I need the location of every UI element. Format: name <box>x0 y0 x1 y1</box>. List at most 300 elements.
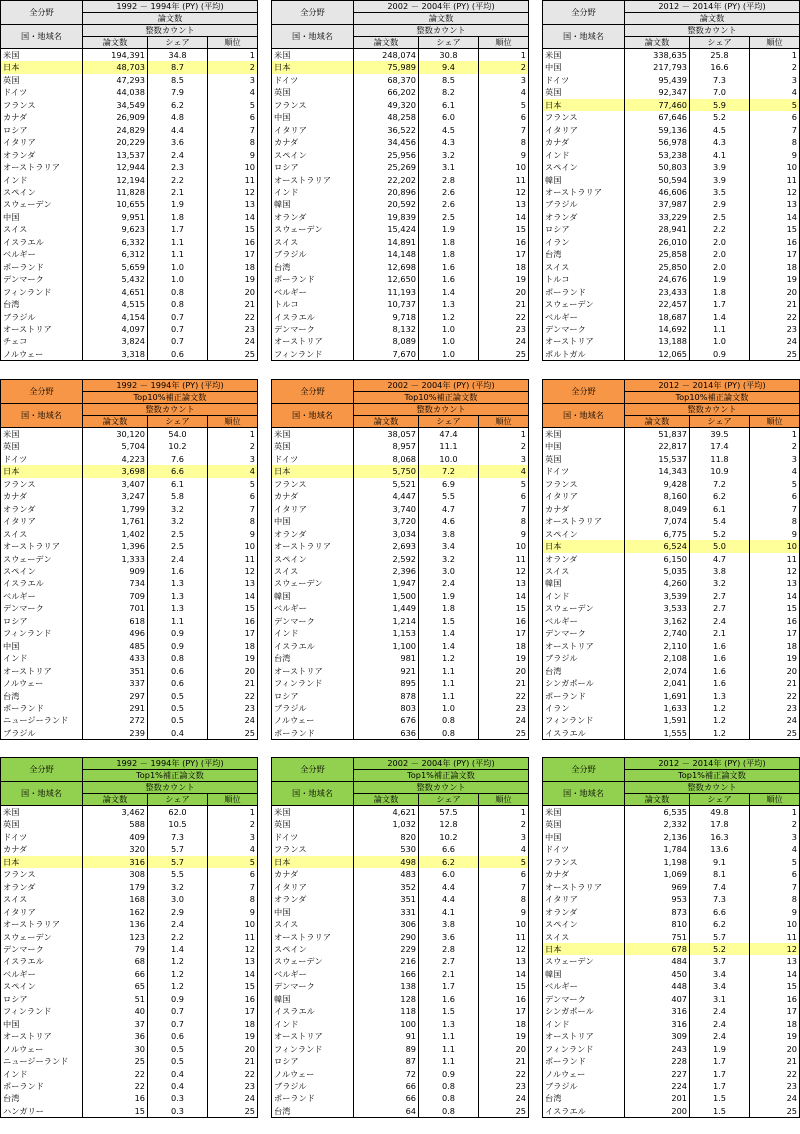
table-row <box>1 136 258 148</box>
country-name: イタリア <box>272 124 354 136</box>
paper-count: 701 <box>83 602 148 614</box>
share-value: 4.1 <box>690 149 750 161</box>
country-name: 韓国 <box>272 590 354 602</box>
country-name: ポーランド <box>543 690 625 702</box>
table-row <box>1 918 258 930</box>
table-row <box>1 515 258 527</box>
rank-value: 9 <box>479 149 529 161</box>
share-value: 2.2 <box>148 931 208 943</box>
paper-count: 450 <box>625 968 690 980</box>
metric-header: Top10%補正論文数 <box>354 392 529 404</box>
rank-value: 17 <box>479 1005 529 1017</box>
paper-count: 2,110 <box>625 640 690 652</box>
table-row <box>1 161 258 173</box>
paper-count: 22,202 <box>354 174 419 186</box>
paper-count: 485 <box>83 640 148 652</box>
country-name: スイス <box>272 236 354 248</box>
rank-value: 2 <box>479 440 529 452</box>
col-share-header: シェア <box>690 794 750 806</box>
country-name: デンマーク <box>543 627 625 639</box>
country-name: 日本 <box>272 856 354 868</box>
country-name: フィンランド <box>1 1005 83 1017</box>
paper-count: 89 <box>354 1043 419 1055</box>
table-row <box>272 627 529 639</box>
paper-count: 5,521 <box>354 478 419 490</box>
table-row <box>272 1043 529 1055</box>
share-value: 8.2 <box>419 86 479 98</box>
rank-value: 3 <box>750 831 800 843</box>
country-name: 英国 <box>272 86 354 98</box>
rank-value: 13 <box>479 955 529 967</box>
country-name: インド <box>543 590 625 602</box>
share-value: 7.3 <box>148 831 208 843</box>
paper-count: 25 <box>83 1055 148 1067</box>
table-row <box>1 540 258 552</box>
table-row <box>272 856 529 868</box>
paper-count: 66 <box>354 1092 419 1104</box>
paper-count: 3,318 <box>83 348 148 361</box>
paper-count: 87 <box>354 1055 419 1067</box>
country-name: 日本 <box>272 61 354 73</box>
share-value: 1.0 <box>690 335 750 347</box>
country-name: ロシア <box>272 1055 354 1067</box>
rank-value: 8 <box>750 893 800 905</box>
ranking-table-1-1 <box>0 0 258 361</box>
table-row <box>1 843 258 855</box>
paper-count: 272 <box>83 714 148 726</box>
share-value: 1.8 <box>419 602 479 614</box>
country-name: オーストラリア <box>1 918 83 930</box>
country-name: ハンガリー <box>1 1105 83 1118</box>
table-row <box>272 665 529 677</box>
col-papers-header: 論文数 <box>625 416 690 428</box>
share-value: 1.5 <box>419 615 479 627</box>
rank-value: 17 <box>208 1005 258 1017</box>
share-value: 9.4 <box>419 61 479 73</box>
share-value: 0.5 <box>148 1043 208 1055</box>
paper-count: 8,957 <box>354 440 419 452</box>
share-value: 2.6 <box>419 186 479 198</box>
table-row <box>543 615 800 627</box>
paper-count: 44,038 <box>83 86 148 98</box>
country-name: 英国 <box>1 818 83 830</box>
table-row <box>272 335 529 347</box>
share-value: 1.0 <box>419 323 479 335</box>
country-name: 英国 <box>272 818 354 830</box>
corner-country-label: 国・地域名 <box>1 25 83 49</box>
country-name: フランス <box>543 111 625 123</box>
country-name: スペイン <box>1 980 83 992</box>
paper-count: 5,704 <box>83 440 148 452</box>
rank-value: 25 <box>479 348 529 361</box>
country-name: カナダ <box>272 868 354 880</box>
country-name: スイス <box>543 565 625 577</box>
paper-count: 530 <box>354 843 419 855</box>
paper-count: 320 <box>83 843 148 855</box>
share-value: 1.2 <box>148 980 208 992</box>
share-value: 0.5 <box>148 1055 208 1067</box>
paper-count: 11,828 <box>83 186 148 198</box>
country-name: カナダ <box>1 490 83 502</box>
paper-count: 448 <box>625 980 690 992</box>
table-row <box>543 818 800 830</box>
share-value: 0.5 <box>148 702 208 714</box>
table-row <box>543 61 800 73</box>
table-row <box>1 1005 258 1017</box>
country-name: デンマーク <box>272 615 354 627</box>
share-value: 3.8 <box>690 565 750 577</box>
share-value: 7.4 <box>690 881 750 893</box>
table-row <box>272 727 529 740</box>
corner-country-label: 国・地域名 <box>272 782 354 806</box>
paper-count: 79 <box>83 943 148 955</box>
country-name: 英国 <box>1 440 83 452</box>
paper-count: 47,293 <box>83 74 148 86</box>
paper-count: 1,032 <box>354 818 419 830</box>
share-value: 1.7 <box>690 1068 750 1080</box>
country-name: ブラジル <box>1 311 83 323</box>
country-name: スイス <box>272 918 354 930</box>
country-name: ブラジル <box>1 727 83 740</box>
metric-header: Top1%補正論文数 <box>83 770 258 782</box>
period-header: 1992 － 1994年 (PY) (平均) <box>83 380 258 392</box>
rank-value: 5 <box>479 856 529 868</box>
table-row <box>272 211 529 223</box>
rank-value: 5 <box>750 478 800 490</box>
table-row <box>272 428 529 441</box>
paper-count: 7,670 <box>354 348 419 361</box>
col-papers-header: 論文数 <box>83 794 148 806</box>
paper-count: 26,010 <box>625 236 690 248</box>
table-row <box>272 906 529 918</box>
country-name: 中国 <box>1 211 83 223</box>
period-header: 2002 － 2004年 (PY) (平均) <box>354 758 529 770</box>
rank-value: 12 <box>208 943 258 955</box>
rank-value: 19 <box>208 1030 258 1042</box>
share-value: 10.0 <box>419 453 479 465</box>
rank-value: 2 <box>208 818 258 830</box>
paper-count: 1,402 <box>83 528 148 540</box>
rank-value: 6 <box>750 490 800 502</box>
share-value: 16.3 <box>690 831 750 843</box>
share-value: 1.6 <box>419 993 479 1005</box>
rank-value: 16 <box>750 236 800 248</box>
rank-value: 15 <box>208 602 258 614</box>
country-name: ドイツ <box>272 74 354 86</box>
rank-value: 17 <box>750 248 800 260</box>
country-name: ロシア <box>1 993 83 1005</box>
country-name: ベルギー <box>1 590 83 602</box>
share-value: 6.0 <box>419 111 479 123</box>
paper-count: 14,891 <box>354 236 419 248</box>
country-name: 台湾 <box>543 248 625 260</box>
rank-value: 4 <box>750 465 800 477</box>
count-method-header: 整数カウント <box>354 404 529 416</box>
rank-value: 4 <box>750 86 800 98</box>
table-row <box>272 86 529 98</box>
country-name: オランダ <box>543 906 625 918</box>
share-value: 2.4 <box>148 149 208 161</box>
country-name: カナダ <box>543 868 625 880</box>
country-name: スイス <box>1 893 83 905</box>
table-row <box>543 136 800 148</box>
paper-count: 30 <box>83 1043 148 1055</box>
table-row <box>543 99 800 111</box>
rank-value: 10 <box>208 540 258 552</box>
country-name: 日本 <box>543 540 625 552</box>
country-name: ドイツ <box>1 831 83 843</box>
paper-count: 12,698 <box>354 261 419 273</box>
country-name: フランス <box>1 868 83 880</box>
country-name: フィンランド <box>1 627 83 639</box>
paper-count: 10,655 <box>83 198 148 210</box>
paper-count: 337 <box>83 677 148 689</box>
country-name: ベルギー <box>543 615 625 627</box>
table-row <box>1 440 258 452</box>
share-value: 62.0 <box>148 806 208 819</box>
share-value: 1.1 <box>148 236 208 248</box>
table-row <box>1 286 258 298</box>
rank-value: 6 <box>750 111 800 123</box>
paper-count: 2,693 <box>354 540 419 552</box>
rank-value: 21 <box>208 1055 258 1067</box>
country-name: デンマーク <box>543 993 625 1005</box>
rank-value: 22 <box>479 1068 529 1080</box>
share-value: 0.7 <box>148 323 208 335</box>
rank-value: 11 <box>750 931 800 943</box>
table-row <box>543 1068 800 1080</box>
paper-count: 7,074 <box>625 515 690 527</box>
paper-count: 13,188 <box>625 335 690 347</box>
share-value: 17.8 <box>690 818 750 830</box>
country-name: 米国 <box>272 428 354 441</box>
country-name: ドイツ <box>272 831 354 843</box>
col-share-header: シェア <box>148 794 208 806</box>
rank-value: 21 <box>750 1055 800 1067</box>
rank-value: 24 <box>479 1092 529 1104</box>
paper-count: 23,433 <box>625 286 690 298</box>
rank-value: 13 <box>208 577 258 589</box>
table-row <box>543 1105 800 1118</box>
share-value: 30.8 <box>419 49 479 62</box>
metric-header: Top10%補正論文数 <box>625 392 800 404</box>
paper-count: 3,824 <box>83 335 148 347</box>
table-row <box>272 323 529 335</box>
paper-count: 15,424 <box>354 223 419 235</box>
share-value: 2.0 <box>690 248 750 260</box>
share-value: 0.6 <box>148 677 208 689</box>
paper-count: 33,229 <box>625 211 690 223</box>
table-row <box>272 298 529 310</box>
share-value: 0.9 <box>419 1068 479 1080</box>
rank-value: 7 <box>208 124 258 136</box>
rank-value: 17 <box>479 627 529 639</box>
share-value: 0.8 <box>148 286 208 298</box>
rank-value: 8 <box>479 136 529 148</box>
rank-value: 5 <box>750 99 800 111</box>
paper-count: 3,698 <box>83 465 148 477</box>
paper-count: 409 <box>83 831 148 843</box>
country-name: フィンランド <box>272 348 354 361</box>
share-value: 39.5 <box>690 428 750 441</box>
rank-value: 15 <box>208 980 258 992</box>
paper-count: 26,909 <box>83 111 148 123</box>
corner-country-label: 国・地域名 <box>1 782 83 806</box>
rank-value: 23 <box>750 1080 800 1092</box>
paper-count: 678 <box>625 943 690 955</box>
country-name: カナダ <box>1 843 83 855</box>
table-row <box>543 1055 800 1067</box>
table-row <box>272 1105 529 1118</box>
col-rank-header: 順位 <box>208 794 258 806</box>
rank-value: 23 <box>479 1080 529 1092</box>
table-row <box>543 161 800 173</box>
rank-value: 25 <box>750 727 800 740</box>
country-name: スウェーデン <box>543 955 625 967</box>
paper-count: 4,154 <box>83 311 148 323</box>
country-name: 台湾 <box>272 261 354 273</box>
table-row <box>1 1105 258 1118</box>
table-row <box>1 714 258 726</box>
table-row <box>272 806 529 819</box>
share-value: 2.4 <box>690 1030 750 1042</box>
country-name: フィンランド <box>1 286 83 298</box>
share-value: 7.6 <box>148 453 208 465</box>
table-row <box>272 602 529 614</box>
rank-value: 22 <box>208 311 258 323</box>
ranking-table-3-1 <box>0 757 258 1118</box>
country-name: 米国 <box>272 49 354 62</box>
paper-count: 14,343 <box>625 465 690 477</box>
rank-value: 24 <box>479 714 529 726</box>
rank-value: 3 <box>208 831 258 843</box>
rank-value: 6 <box>208 111 258 123</box>
country-name: イスラエル <box>1 577 83 589</box>
rank-value: 5 <box>208 99 258 111</box>
share-value: 2.9 <box>148 906 208 918</box>
rank-value: 13 <box>750 577 800 589</box>
rank-value: 20 <box>479 1043 529 1055</box>
share-value: 16.6 <box>690 61 750 73</box>
rank-value: 16 <box>479 236 529 248</box>
country-name: スペイン <box>1 186 83 198</box>
paper-count: 1,555 <box>625 727 690 740</box>
paper-count: 15,537 <box>625 453 690 465</box>
paper-count: 20,229 <box>83 136 148 148</box>
table-row <box>272 1005 529 1017</box>
share-value: 4.3 <box>690 136 750 148</box>
share-value: 1.3 <box>690 690 750 702</box>
paper-count: 201 <box>625 1092 690 1104</box>
period-header: 2002 － 2004年 (PY) (平均) <box>354 380 529 392</box>
paper-count: 316 <box>83 856 148 868</box>
country-name: オランダ <box>272 893 354 905</box>
table-row <box>272 453 529 465</box>
period-header: 1992 － 1994年 (PY) (平均) <box>83 758 258 770</box>
country-name: ドイツ <box>543 843 625 855</box>
rank-value: 15 <box>479 980 529 992</box>
paper-count: 228 <box>625 1055 690 1067</box>
table-row <box>272 677 529 689</box>
share-value: 47.4 <box>419 428 479 441</box>
share-value: 3.2 <box>690 577 750 589</box>
rank-value: 1 <box>479 806 529 819</box>
country-name: 英国 <box>543 86 625 98</box>
table-row <box>543 348 800 361</box>
table-row <box>1 74 258 86</box>
share-value: 6.1 <box>419 99 479 111</box>
rank-value: 6 <box>479 111 529 123</box>
rank-value: 14 <box>208 968 258 980</box>
share-value: 4.4 <box>148 124 208 136</box>
paper-count: 22 <box>83 1080 148 1092</box>
country-name: スペイン <box>272 943 354 955</box>
share-value: 2.8 <box>419 174 479 186</box>
share-value: 2.5 <box>419 211 479 223</box>
country-name: フランス <box>1 478 83 490</box>
table-row <box>272 1068 529 1080</box>
share-value: 5.5 <box>419 490 479 502</box>
country-name: ニュージーランド <box>1 714 83 726</box>
paper-count: 66 <box>83 968 148 980</box>
paper-count: 1,591 <box>625 714 690 726</box>
share-value: 2.3 <box>148 161 208 173</box>
table-row <box>272 440 529 452</box>
country-name: ベルギー <box>272 602 354 614</box>
share-value: 8.5 <box>148 74 208 86</box>
rank-value: 9 <box>208 149 258 161</box>
country-name: ロシア <box>1 124 83 136</box>
rank-value: 20 <box>750 286 800 298</box>
table-row <box>543 806 800 819</box>
paper-count: 636 <box>354 727 419 740</box>
rank-value: 6 <box>208 868 258 880</box>
paper-count: 59,136 <box>625 124 690 136</box>
rank-value: 10 <box>208 918 258 930</box>
share-value: 9.1 <box>690 856 750 868</box>
rank-value: 5 <box>208 478 258 490</box>
table-row <box>543 515 800 527</box>
paper-count: 22,817 <box>625 440 690 452</box>
table-row <box>272 111 529 123</box>
table-row <box>543 478 800 490</box>
share-value: 1.8 <box>419 236 479 248</box>
rank-value: 2 <box>479 818 529 830</box>
rank-value: 15 <box>750 980 800 992</box>
rank-value: 17 <box>208 248 258 260</box>
country-name: 中国 <box>1 640 83 652</box>
ranking-table-2-3 <box>542 379 800 740</box>
rank-value: 22 <box>750 690 800 702</box>
country-name: ベルギー <box>1 968 83 980</box>
table-row <box>543 236 800 248</box>
rank-value: 7 <box>208 503 258 515</box>
country-name: オランダ <box>543 553 625 565</box>
rank-value: 18 <box>208 640 258 652</box>
rank-value: 21 <box>479 677 529 689</box>
paper-count: 6,150 <box>625 553 690 565</box>
metric-header: Top1%補正論文数 <box>625 770 800 782</box>
rank-value: 12 <box>479 186 529 198</box>
col-share-header: シェア <box>690 37 750 49</box>
share-value: 0.4 <box>148 727 208 740</box>
paper-count: 14,692 <box>625 323 690 335</box>
corner-field-label: 全分野 <box>272 1 354 25</box>
rank-value: 7 <box>479 124 529 136</box>
paper-count: 4,097 <box>83 323 148 335</box>
rank-value: 12 <box>208 186 258 198</box>
table-row <box>272 99 529 111</box>
